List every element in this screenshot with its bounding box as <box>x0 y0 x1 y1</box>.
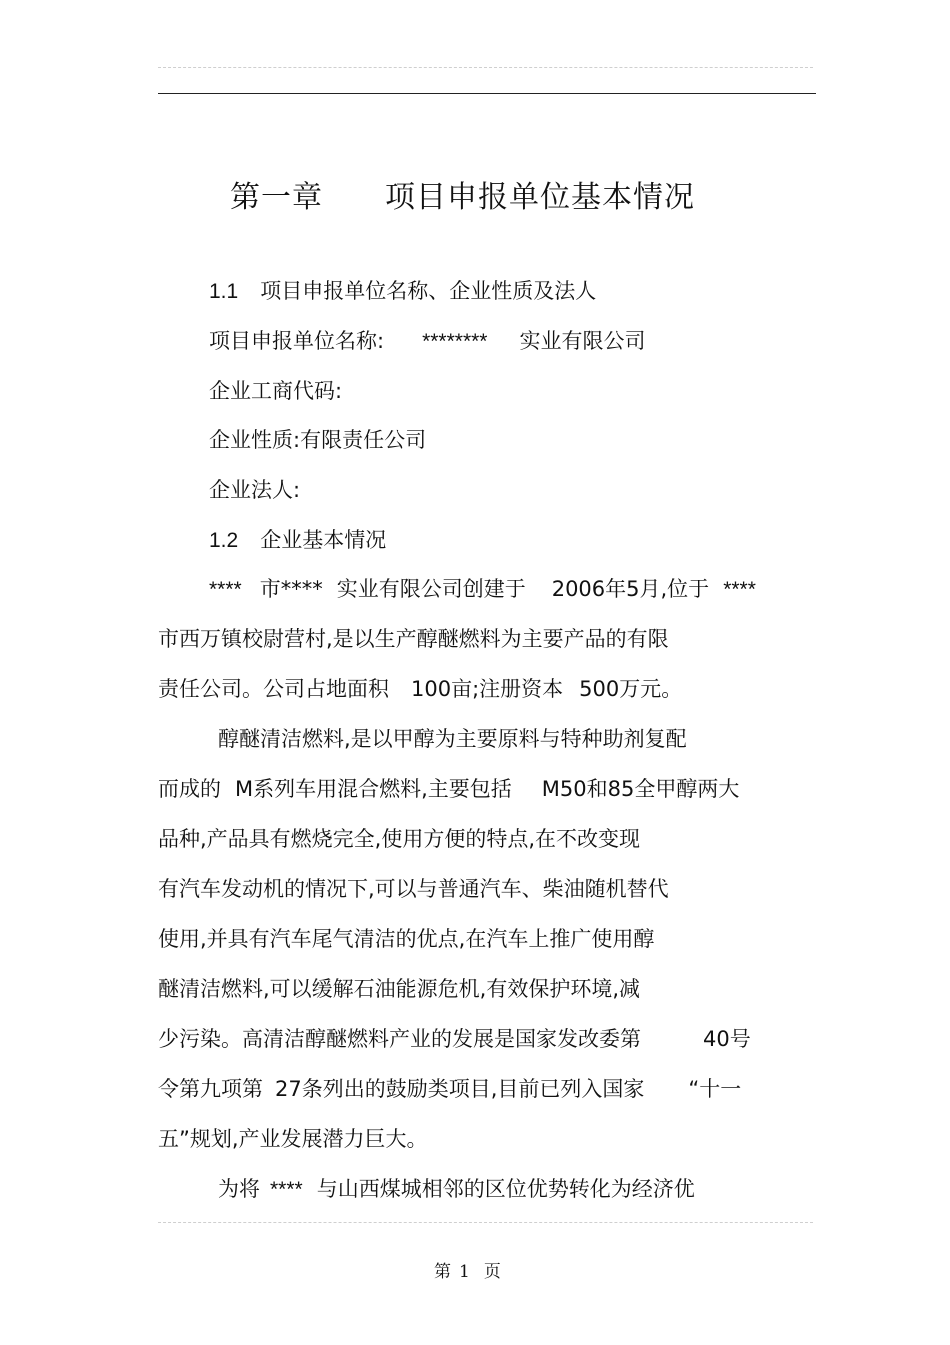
para2-line3: 品种,产品具有燃烧完全,使用方便的特点,在不改变现 <box>158 827 641 851</box>
chapter-label: 第一章 <box>230 180 323 215</box>
para2-line5: 使用,并具有汽车尾气清洁的优点,在汽车上推广使用醇 <box>158 927 655 951</box>
para2-line6: 醚清洁燃料,可以缓解石油能源危机,有效保护环境,减 <box>158 977 641 1001</box>
footer-dashed-line <box>158 1222 813 1223</box>
section-1-2-heading: 1.2 企业基本情况 <box>209 528 387 552</box>
chapter-heading: 项目申报单位基本情况 <box>385 180 695 215</box>
field-business-code: 企业工商代码: <box>209 379 343 403</box>
para2-line7: 少污染。高清洁醇醚燃料产业的发展是国家发改委第 40号 <box>158 1027 751 1051</box>
para1-line1: **** 市**** 实业有限公司创建于 2006年5月,位于 **** <box>209 577 756 601</box>
para2-line9: 五”规划,产业发展潜力巨大。 <box>158 1127 428 1151</box>
chapter-title <box>230 172 695 216</box>
para3-line1: 为将 **** 与山西煤城相邻的区位优势转化为经济优 <box>218 1177 695 1201</box>
page-number: 第 1 页 <box>434 1262 501 1282</box>
para1-line2: 市西万镇校尉营村,是以生产醇醚燃料为主要产品的有限 <box>158 627 669 651</box>
section-1-1-heading: 1.1 项目申报单位名称、企业性质及法人 <box>209 279 597 303</box>
para1-line3: 责任公司。公司占地面积 100亩;注册资本 500万元。 <box>158 677 683 701</box>
para2-line8: 令第九项第 27条列出的鼓励类项目,目前已列入国家 “十一 <box>158 1077 742 1101</box>
field-company-name: 项目申报单位名称: ******** 实业有限公司 <box>209 329 646 353</box>
header-dashed-line <box>158 67 813 68</box>
field-legal-person: 企业法人: <box>209 478 301 502</box>
field-company-nature: 企业性质:有限责任公司 <box>209 428 427 452</box>
header-rule <box>158 93 816 94</box>
para2-line1: 醇醚清洁燃料,是以甲醇为主要原料与特种助剂复配 <box>218 727 687 751</box>
para2-line2: 而成的 M系列车用混合燃料,主要包括 M50和85全甲醇两大 <box>158 777 740 801</box>
para2-line4: 有汽车发动机的情况下,可以与普通汽车、柴油随机替代 <box>158 877 669 901</box>
